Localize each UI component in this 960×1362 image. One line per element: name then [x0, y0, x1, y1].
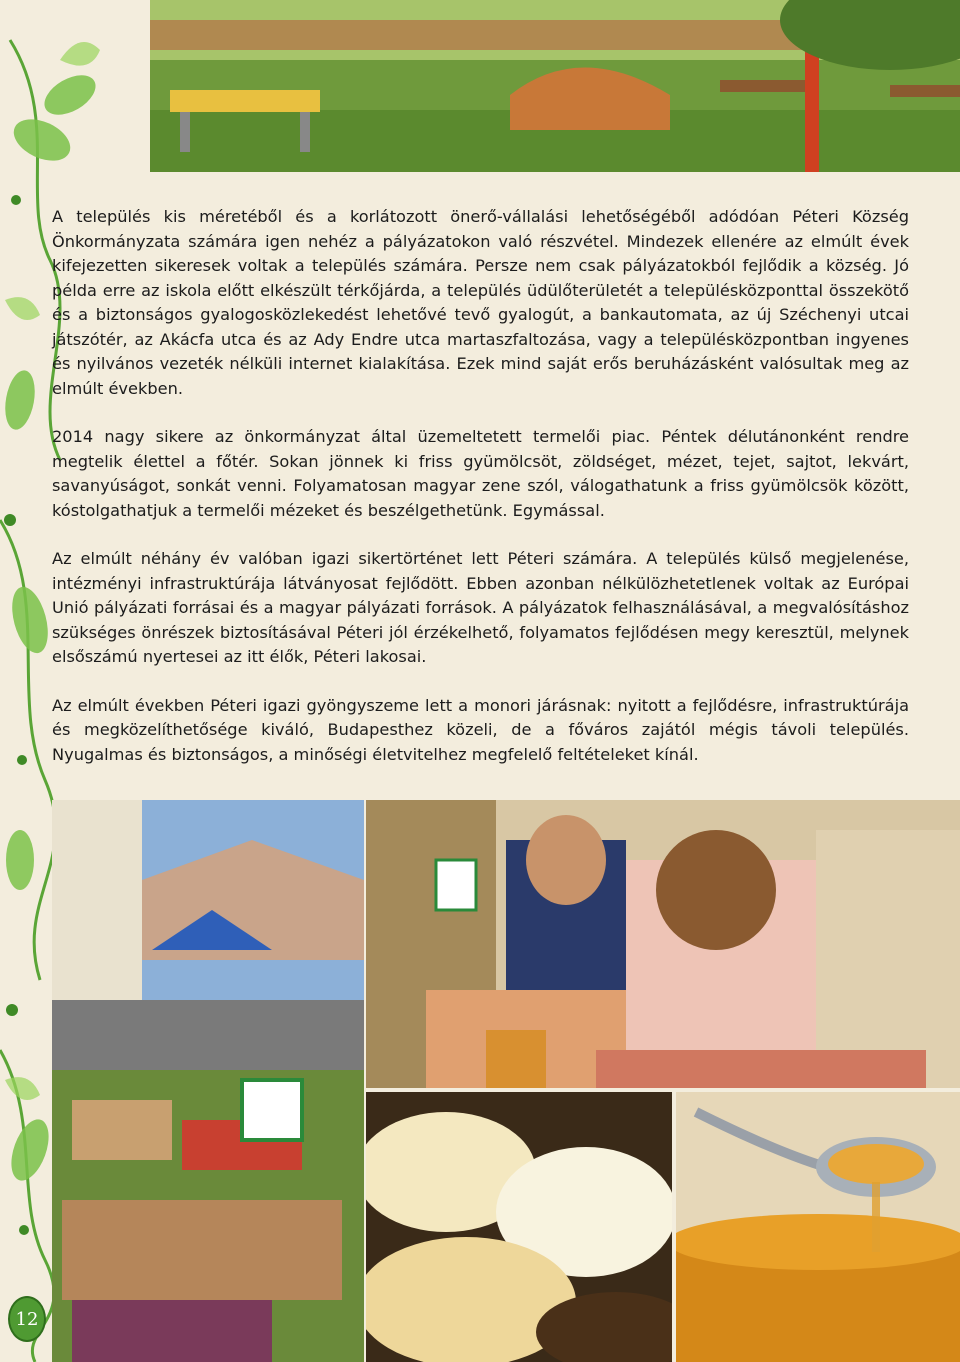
market-photo — [52, 800, 364, 1362]
paragraph: 2014 nagy sikere az önkormányzat által üzemeltetett termelői piac. Péntek délutánonként rendre megtelik élettel a főtér. Sokan jönnek ki friss gyümölcsöt, zöldséget, mézet, tejet, sajtot, lekvárt, savanyúságot, sonkát venni. Folyamatosan magyar zene szól, válogathatunk a friss gyümölcsök között, kóstolgathatjuk a termelői mézeket és beszélgethetünk. Egymással. — [52, 427, 909, 520]
honey-photo — [676, 1092, 960, 1362]
paragraph: Az elmúlt néhány év valóban igazi sikertörténet lett Péteri számára. A település külső megjelenése, intézményi infrastruktúrája látványosat fejlődött. Ebben azonban nélkülözhetetlenek voltak az Európai Unió pályázati forrásai és a magyar pályázati források. A pályázatok felhasználásával, a megvalósításhoz szükséges önrészek biztosításával Péteri jól érzékelhető, folyamatos fejlődésen megy keresztül, melynek elsőszámú nyertesei az itt élők, Péteri lakosai. — [52, 549, 909, 666]
cheese-photo — [366, 1092, 672, 1362]
paragraph: Az elmúlt években Péteri igazi gyöngyszeme lett a monori járásnak: nyitott a fejlődésre, infrastruktúrája és megközelíthetősége kiváló, Budapesthez közeli, de a főváros zajától mégis távoli település. Nyugalmas és biztonságos, a minőségi életvitelhez megfelelő feltételeket kínál. — [52, 695, 909, 764]
park-photo — [150, 0, 960, 172]
page-number: 12 — [8, 1296, 46, 1342]
children-at-market-photo — [366, 800, 960, 1088]
paragraph: A település kis méretéből és a korlátozott önerő-vállalási lehetőségéből adódóan Péteri Község Önkormányzata számára igen nehéz a pályázatokon való részvétel. Mindezek ellenére az elmúlt évek kifejezetten sikeresek voltak a település számára. Persze nem csak pályázatokból fejlődik a község. Jó példa erre az iskola előtt elkészült térkőjárda, a település üdülőterületét a településközponttal összekötő és a biztonságos gyalogosközlekedést lehetővé tevő gyalogút, a bankautomata, az új Széchenyi utcai játszótér, az Akácfa utca és az Ady Endre utca martaszfaltozása, vagy a településközpontban ingyenes és nyilvános vezeték nélküli internet kialakítása. Ezek mind saját erős beruházásként valósultak meg az elmúlt években. — [52, 207, 909, 398]
article-text — [52, 205, 909, 791]
